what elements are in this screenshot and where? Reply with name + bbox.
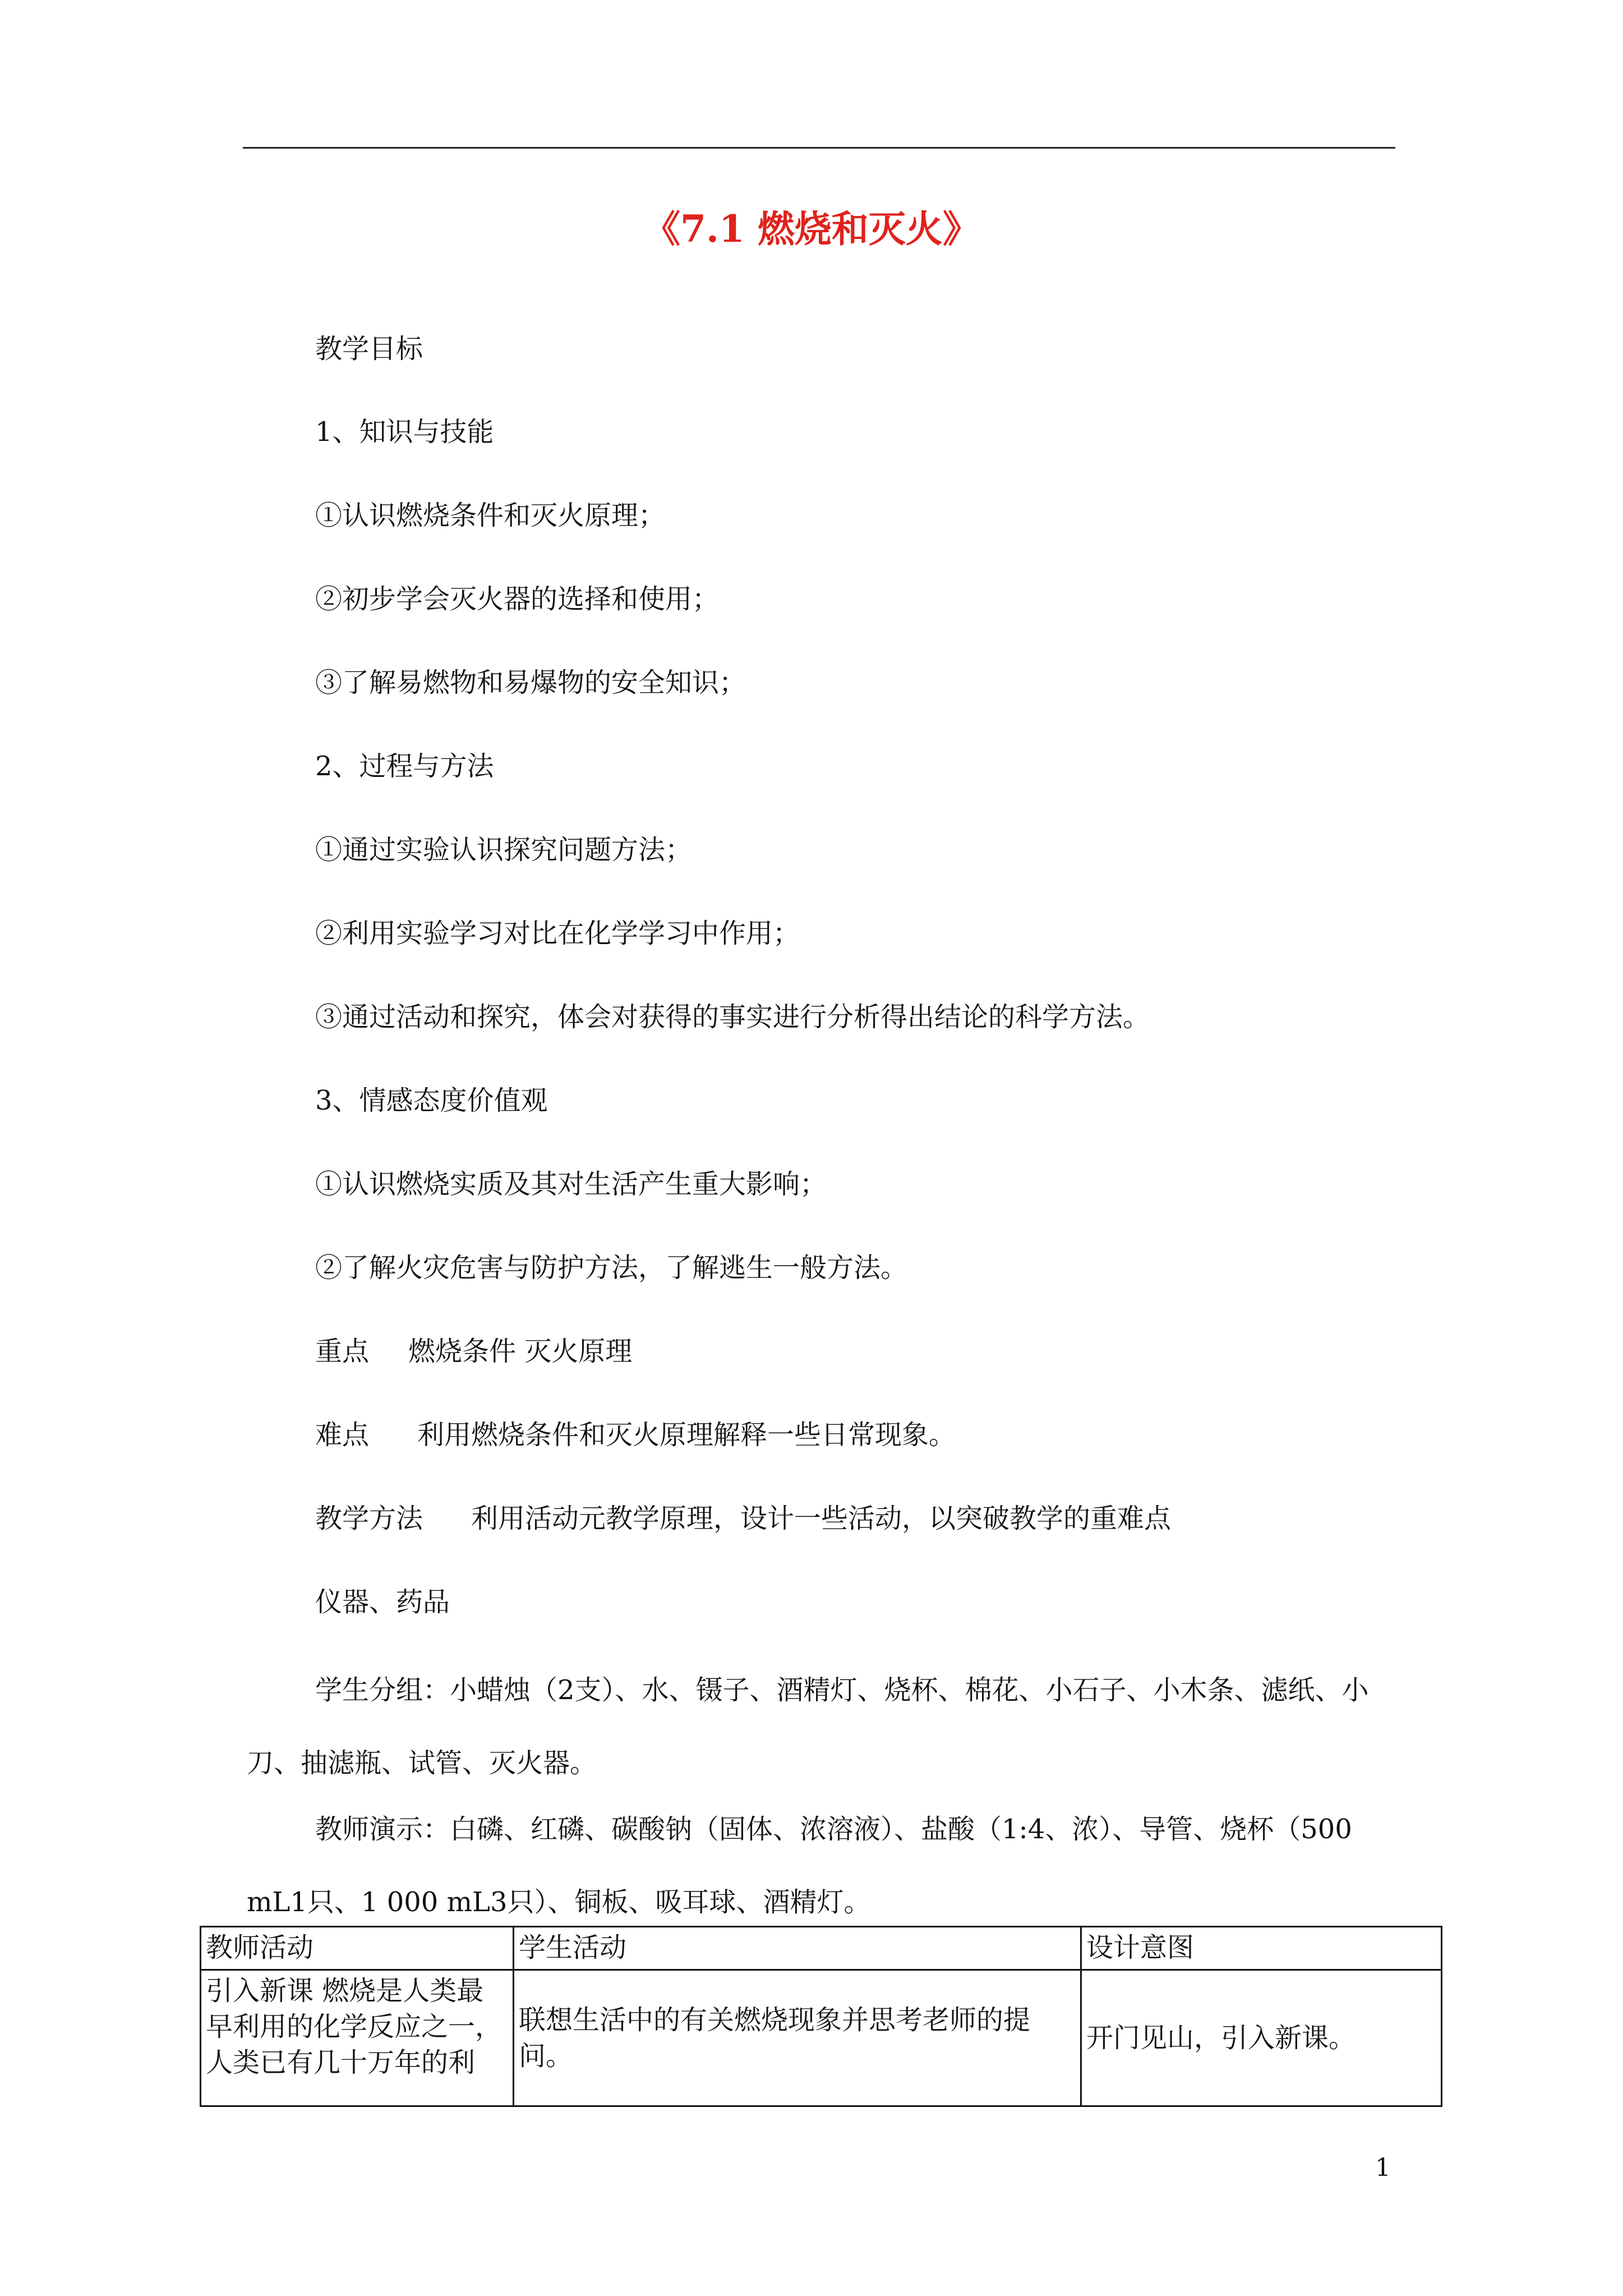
objective-item: ③通过活动和探究，体会对获得的事实进行分析得出结论的科学方法。 — [315, 1001, 1150, 1033]
difficulty — [315, 1419, 956, 1451]
teaching-method-label: 教学方法 — [315, 1503, 423, 1534]
materials-heading: 仪器、药品 — [315, 1586, 450, 1618]
objectives-heading: 教学目标 — [315, 333, 423, 365]
teaching-method — [315, 1505, 1171, 1532]
table-row — [201, 1970, 1442, 2106]
key-point — [315, 1338, 632, 1365]
key-point-label: 重点 — [315, 1336, 370, 1367]
objective-item: ①通过实验认识探究问题方法； — [315, 834, 693, 866]
table-cell: 联想生活中的有关燃烧现象并思考老师的提问。 — [514, 1970, 1081, 2106]
table-header-cell: 教师活动 — [201, 1927, 514, 1970]
attitude-values-heading: 3、情感态度价值观 — [315, 1085, 548, 1116]
table-header-cell: 设计意图 — [1081, 1927, 1442, 1970]
objective-item: ②初步学会灭火器的选择和使用； — [315, 583, 720, 615]
key-point-text: 燃烧条件 灭火原理 — [408, 1336, 633, 1367]
table-cell: 开门见山，引入新课。 — [1081, 1970, 1442, 2106]
table-header-row — [201, 1927, 1442, 1970]
document-title: 《7.1 燃烧和灭火》 — [643, 207, 980, 251]
student-group-materials: 学生分组：小蜡烛（2支）、水、镊子、酒精灯、烧杯、棉花、小石子、小木条、滤纸、小刀、抽滤瓶、试管、灭火器。 — [247, 1674, 1369, 1779]
table-header-cell: 学生活动 — [514, 1927, 1081, 1970]
knowledge-skills-heading: 1、知识与技能 — [315, 416, 494, 448]
objective-item: ②利用实验学习对比在化学学习中作用； — [315, 918, 800, 949]
lesson-plan-table — [200, 1926, 1442, 2107]
objective-item: ③了解易燃物和易爆物的安全知识； — [315, 667, 746, 698]
page-number: 1 — [1375, 2154, 1391, 2182]
teaching-method-text: 利用活动元教学原理，设计一些活动，以突破教学的重难点 — [471, 1503, 1172, 1534]
header-rule — [243, 147, 1395, 149]
objective-item: ①认识燃烧条件和灭火原理； — [315, 500, 666, 531]
difficulty-text: 利用燃烧条件和灭火原理解释一些日常现象。 — [417, 1419, 956, 1451]
table-cell: 引入新课 燃烧是人类最早利用的化学反应之一，人类已有几十万年的利 — [201, 1970, 514, 2106]
objective-item: ①认识燃烧实质及其对生活产生重大影响； — [315, 1168, 827, 1200]
difficulty-label: 难点 — [315, 1419, 370, 1451]
process-method-heading: 2、过程与方法 — [315, 751, 494, 782]
objective-item: ②了解火灾危害与防护方法，了解逃生一般方法。 — [315, 1252, 908, 1283]
teacher-demo-materials: 教师演示：白磷、红磷、碳酸钠（固体、浓溶液）、盐酸（1:4、浓）、导管、烧杯（500 mL1只、1 000 mL3只）、铜板、吸耳球、酒精灯。 — [247, 1814, 1352, 1918]
